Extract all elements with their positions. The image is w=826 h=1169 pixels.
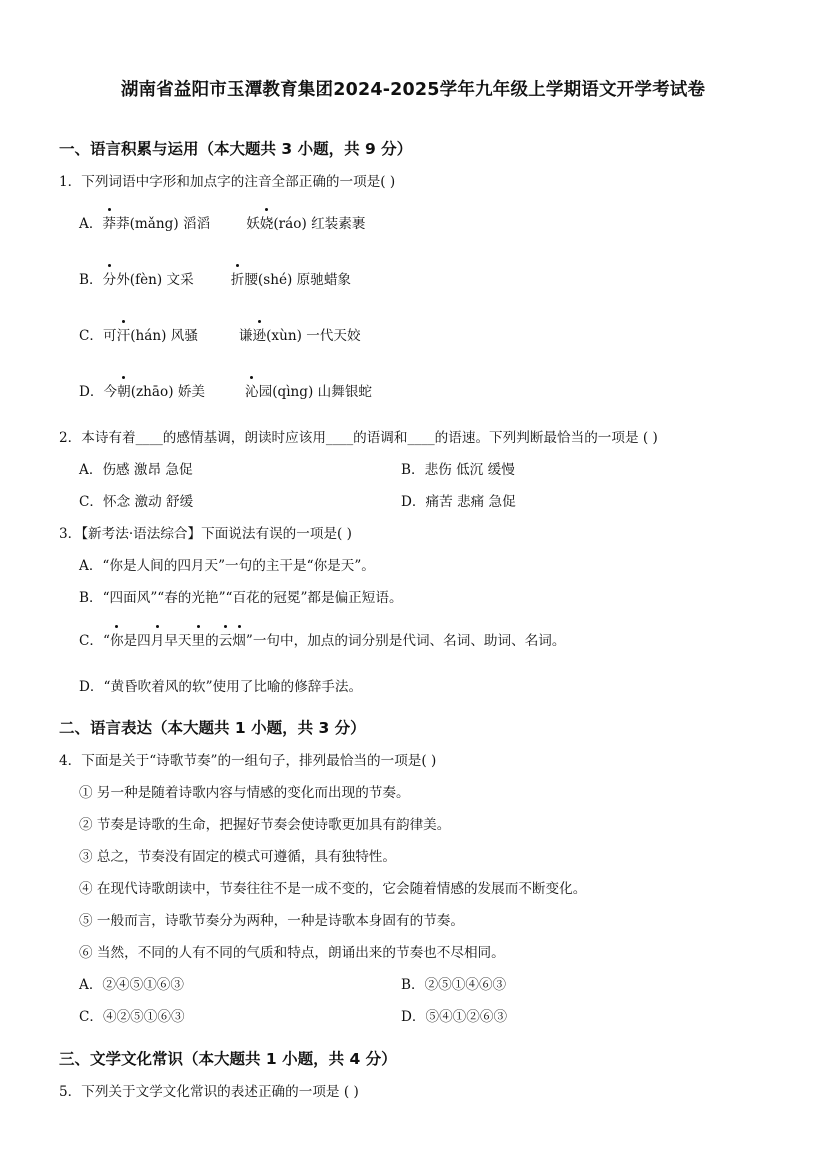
option-text: 莽(mǎng) 滔滔 (116, 216, 211, 232)
dotted-char: 你 (110, 629, 124, 649)
option-text: 外(fèn) 文采 (116, 272, 194, 288)
question-4-sentence-5: ⑤ 一般而言，诗歌节奏分为两种，一种是诗歌本身固有的节奏。 (79, 913, 464, 929)
option-text: C．“ (79, 633, 110, 649)
question-2-option-a: A．伤感 激昂 急促 (79, 462, 193, 478)
dotted-char: 汗 (117, 324, 131, 344)
question-2-option-d: D．痛苦 悲痛 急促 (401, 494, 516, 510)
dotted-char: 逊 (253, 324, 267, 344)
exam-title: 湖南省益阳市玉潭教育集团2024-2025学年九年级上学期语文开学考试卷 (120, 80, 706, 100)
question-4-option-c: C．④②⑤①⑥③ (79, 1009, 185, 1025)
option-label: D．今 (79, 384, 118, 400)
option-label: B． (79, 272, 103, 288)
question-4-stem: 4．下面是关于“诗歌节奏”的一组句子，排列最恰当的一项是( ) (59, 753, 437, 769)
option-text: (ráo) 红装素裹 (273, 216, 366, 232)
section-1-heading: 一、语言积累与运用（本大题共 3 小题，共 9 分） (59, 140, 413, 158)
question-5-stem: 5．下列关于文学文化常识的表述正确的一项是 ( ) (59, 1084, 359, 1100)
dotted-char: 月 (151, 629, 165, 649)
question-3-option-b: B．“四面风”“春的光艳”“百花的冠冕”都是偏正短语。 (79, 590, 403, 606)
question-4-sentence-3: ③ 总之，节奏没有固定的模式可遵循，具有独特性。 (79, 849, 396, 865)
section-3-heading: 三、文学文化常识（本大题共 1 小题，共 4 分） (59, 1050, 397, 1068)
dotted-char: 折 (231, 268, 245, 288)
question-3-option-d: D．“黄昏吹着风的软”使用了比喻的修辞手法。 (79, 679, 363, 695)
question-3-option-c (79, 629, 566, 649)
question-3-stem: 3．【新考法·语法综合】下面说法有误的一项是( ) (59, 526, 352, 542)
question-1-option-a (79, 212, 365, 232)
dotted-char: 沁 (245, 380, 259, 400)
question-1-option-b (79, 268, 351, 288)
question-2-option-b: B．悲伤 低沉 缓慢 (401, 462, 515, 478)
option-text: (hán) 风骚 (130, 328, 198, 344)
question-3-option-a: A．“你是人间的四月天”一句的主干是“你是天”。 (79, 558, 375, 574)
option-label: C．可 (79, 328, 117, 344)
dotted-char: 分 (103, 268, 117, 288)
question-4-sentence-4: ④ 在现代诗歌朗读中，节奏往往不是一成不变的，它会随着情感的发展而不断变化。 (79, 881, 587, 897)
option-text: (xùn) 一代天姣 (266, 328, 361, 344)
option-text: 的 (205, 633, 219, 649)
question-4-option-b: B．②⑤①④⑥③ (401, 977, 507, 993)
option-text: 早天 (164, 633, 192, 649)
dotted-char: 娆 (260, 212, 274, 232)
dotted-char: 朝 (117, 380, 131, 400)
question-2-option-c: C．怀念 激动 舒缓 (79, 494, 194, 510)
question-1-stem: 1．下列词语中字形和加点字的注音全部正确的一项是( ) (59, 174, 396, 190)
option-text: (zhāo) 娇美 (130, 384, 206, 400)
dotted-char: 里 (192, 629, 206, 649)
option-text: 园(qìng) 山舞银蛇 (258, 384, 373, 400)
question-4-sentence-6: ⑥ 当然，不同的人有不同的气质和特点，朗诵出来的节奏也不尽相同。 (79, 945, 505, 961)
option-label: A． (79, 216, 103, 232)
question-4-sentence-1: ① 另一种是随着诗歌内容与情感的变化而出现的节奏。 (79, 785, 410, 801)
question-4-option-a: A．②④⑤①⑥③ (79, 977, 184, 993)
question-1-option-d (79, 380, 372, 400)
option-text: 谦 (238, 328, 253, 344)
dotted-char: 莽 (102, 212, 116, 232)
option-text: 腰(shé) 原驰蜡象 (244, 272, 352, 288)
question-1-option-c (79, 324, 361, 344)
question-2-stem: 2．本诗有着____的感情基调，朗读时应该用____的语调和____的语速。下列判断最恰当的一项是 ( ) (59, 430, 658, 446)
question-4-option-d: D．⑤④①②⑥③ (401, 1009, 508, 1025)
question-4-sentence-2: ② 节奏是诗歌的生命，把握好节奏会使诗歌更加具有韵律美。 (79, 817, 451, 833)
option-text: ”一句中，加点的词分别是代词、名词、助词、名词。 (245, 633, 566, 649)
option-text: 妖 (246, 216, 260, 232)
option-text: 是四 (123, 633, 151, 649)
dotted-char: 烟 (232, 629, 246, 649)
dotted-char: 云 (219, 629, 233, 649)
section-2-heading: 二、语言表达（本大题共 1 小题，共 3 分） (59, 719, 366, 737)
